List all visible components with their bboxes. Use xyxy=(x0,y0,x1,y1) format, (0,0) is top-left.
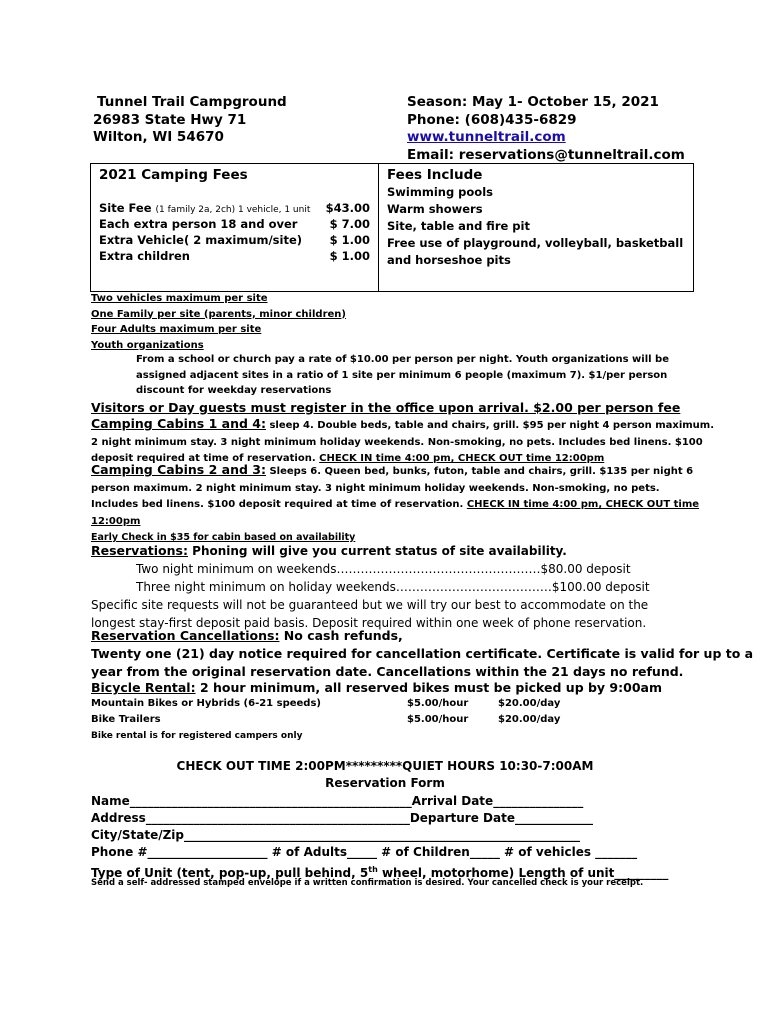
cabins-1-4-heading: Camping Cabins 1 and 4: xyxy=(91,416,266,431)
cabins-2-3-checkin: CHECK IN time 4:00 pm, CHECK OUT time xyxy=(466,499,700,510)
vehicles-label: # of vehicles xyxy=(504,845,591,859)
phone-text: Phone: (608)435-6829 xyxy=(407,111,577,128)
phone-field[interactable]: ____________________ xyxy=(147,845,272,859)
bike-row xyxy=(91,696,691,712)
departure-label: Departure Date xyxy=(409,811,515,825)
bike-hour-rate: $5.00/hour xyxy=(407,698,469,709)
envelope-note: Send a self- addressed stamped envelope if a written confirmation is desired. Your cancelled check is your receipt. xyxy=(91,878,644,888)
fee-label: Extra Vehicle( 2 maximum/site) xyxy=(99,233,303,247)
unit-superscript: th xyxy=(368,865,378,874)
rule-family: One Family per site (parents, minor children) xyxy=(91,308,346,320)
fee-label: Each extra person 18 and over xyxy=(99,217,298,231)
bike-rental-heading-line xyxy=(91,679,662,697)
departure-field[interactable]: _____________ xyxy=(514,811,593,825)
bike-hour-rate: $5.00/hour xyxy=(407,714,469,725)
address-field[interactable]: ____________________________________________ xyxy=(145,811,410,825)
reservations-section xyxy=(91,542,650,632)
rule-adults: Four Adults maximum per site xyxy=(91,324,262,335)
bike-rental-text: 2 hour minimum, all reserved bikes must be picked up by 9:00am xyxy=(195,680,662,695)
bike-day-rate: $20.00/day xyxy=(498,698,561,709)
youth-line: discount for weekday reservations xyxy=(136,385,332,396)
rule-vehicles: Two vehicles maximum per site xyxy=(91,293,268,304)
fee-row-extra-person xyxy=(91,216,378,232)
children-field[interactable]: _____ xyxy=(469,845,504,859)
cabins-1-4 xyxy=(91,416,714,468)
cabins-1-4-text: sleep 4. Double beds, table and chairs, grill. $95 per night 4 person maximum. xyxy=(265,420,715,431)
cabins-1-4-checkin: CHECK IN time 4:00 pm, CHECK OUT time 12:00pm xyxy=(319,453,605,464)
includes-item: Free use of playground, volleyball, basketball xyxy=(387,236,684,250)
cabins-1-4-text: deposit required at time of reservation. xyxy=(91,453,320,464)
cabins-2-3-text: Sleeps 6. Queen bed, bunks, futon, table and chairs, grill. $135 per night 6 xyxy=(265,466,694,477)
cabins-2-3-checkout: 12:00pm xyxy=(91,515,141,527)
checkout-quiet-hours: CHECK OUT TIME 2:00PM*********QUIET HOURS 10:30-7:00AM xyxy=(176,759,594,773)
bike-rental-table xyxy=(91,696,691,745)
cabins-2-3 xyxy=(91,462,699,547)
arrival-field[interactable]: _______________ xyxy=(493,794,584,808)
vehicles-field[interactable]: _______ xyxy=(591,845,638,859)
fee-amount: $ 1.00 xyxy=(329,249,370,263)
youth-line: From a school or church pay a rate of $10.00 per person per night. Youth organizations will be xyxy=(136,354,669,365)
bike-rental-heading: Bicycle Rental: xyxy=(91,680,196,695)
address-label: Address xyxy=(91,811,146,825)
fees-divider xyxy=(378,164,379,291)
fee-note: (1 family 2a, 2ch) 1 vehicle, 1 unit xyxy=(155,205,311,215)
campground-name: Tunnel Trail Campground xyxy=(97,94,287,110)
youth-line: assigned adjacent sites in a ratio of 1 site per minimum 6 people (maximum 7). $1/per person xyxy=(136,369,668,381)
campground-address xyxy=(93,94,287,147)
fee-amount: $43.00 xyxy=(325,201,370,215)
includes-item: and horseshoe pits xyxy=(387,253,511,267)
website-link[interactable]: www.tunneltrail.com xyxy=(407,129,566,145)
reservations-heading: Reservations: xyxy=(91,543,188,558)
name-label: Name xyxy=(91,794,130,808)
reservations-text: Phoning will give you current status of site availability. xyxy=(187,544,567,558)
reservation-form xyxy=(91,793,668,882)
cabins-2-3-text: Includes bed linens. $100 deposit required at time of reservation. xyxy=(91,499,467,510)
visitors-notice: Visitors or Day guests must register in the office upon arrival. $2.00 per person fee xyxy=(91,400,681,415)
fee-row-extra-vehicle xyxy=(91,232,378,248)
fee-amount: $ 1.00 xyxy=(329,233,370,247)
adults-field[interactable]: _____ xyxy=(346,845,382,859)
fees-list xyxy=(91,200,378,264)
youth-paragraph xyxy=(136,352,669,399)
arrival-label: Arrival Date xyxy=(411,794,494,808)
email-text: Email: reservations@tunneltrail.com xyxy=(407,146,685,163)
phone-label: Phone # xyxy=(91,845,148,859)
reservations-text: longest stay-first deposit paid basis. Deposit required within one week of phone reservation. xyxy=(91,616,647,630)
includes-item: Site, table and fire pit xyxy=(387,219,530,233)
cancellations-text: year from the original reservation date. Cancellations within the 21 days no refund. xyxy=(91,664,684,679)
adults-label: # of Adults xyxy=(271,845,347,859)
fee-row-site xyxy=(91,200,378,216)
fee-row-extra-children xyxy=(91,248,378,264)
cabins-2-3-heading: Camping Cabins 2 and 3: xyxy=(91,462,266,477)
unit-label: Type of Unit (tent, pop-up, pull behind, 5 xyxy=(91,866,369,880)
includes-title: Fees Include xyxy=(387,167,483,183)
fee-amount: $ 7.00 xyxy=(329,217,370,231)
unit-length-field[interactable]: _________ xyxy=(614,866,669,880)
cabins-2-3-text: person maximum. 2 night minimum stay. 3 night minimum holiday weekends. Non-smoking, no pets. xyxy=(91,482,660,494)
bike-name: Mountain Bikes or Hybrids (6-21 speeds) xyxy=(91,698,321,709)
cancellations-heading: Reservation Cancellations: xyxy=(91,628,280,643)
includes-item: Swimming pools xyxy=(387,185,493,199)
reservations-text: Specific site requests will not be guaranteed but we will try our best to accommodate on the xyxy=(91,598,649,612)
fee-label: Extra children xyxy=(99,249,190,263)
cabins-1-4-text: 2 night minimum stay. 3 night minimum holiday weekends. Non-smoking, no pets. Includes bed linens. $100 xyxy=(91,436,703,448)
unit-label-rest: wheel, motorhome) Length of unit xyxy=(377,866,615,880)
bike-note: Bike rental is for registered campers only xyxy=(91,731,303,741)
contact-info xyxy=(407,94,685,164)
children-label: # of Children xyxy=(381,845,470,859)
bike-day-rate: $20.00/day xyxy=(498,714,561,725)
cancellations-text: Twenty one (21) day notice required for cancellation certificate. Certificate is valid for up to a xyxy=(91,646,754,661)
fees-table xyxy=(90,163,694,292)
three-night-deposit: Three night minimum on holiday weekends…………………………………$100.00 deposit xyxy=(136,580,650,594)
season-text: Season: May 1- October 15, 2021 xyxy=(407,94,659,110)
cancellations-text: No cash refunds, xyxy=(279,628,403,643)
early-checkin: Early Check in $35 for cabin based on availability xyxy=(91,532,356,543)
city-address: Wilton, WI 54670 xyxy=(93,129,224,145)
reservation-form-title: Reservation Form xyxy=(325,776,445,790)
fee-label: Site Fee xyxy=(99,201,152,215)
city-label: City/State/Zip xyxy=(91,828,184,842)
name-field[interactable]: _______________________________________________ xyxy=(129,794,412,808)
rule-youth: Youth organizations xyxy=(91,339,204,351)
two-night-deposit: Two night minimum on weekends……………………………………………$80.00 deposit xyxy=(136,562,631,576)
city-field[interactable]: __________________________________________________________________ xyxy=(184,828,580,842)
includes-list xyxy=(387,184,683,269)
cancellations-section xyxy=(91,627,753,681)
street-address: 26983 State Hwy 71 xyxy=(93,111,247,128)
includes-item: Warm showers xyxy=(387,202,483,216)
fees-title: 2021 Camping Fees xyxy=(99,167,248,183)
site-rules xyxy=(91,291,346,353)
bike-row xyxy=(91,712,691,728)
bike-name: Bike Trailers xyxy=(91,714,161,725)
